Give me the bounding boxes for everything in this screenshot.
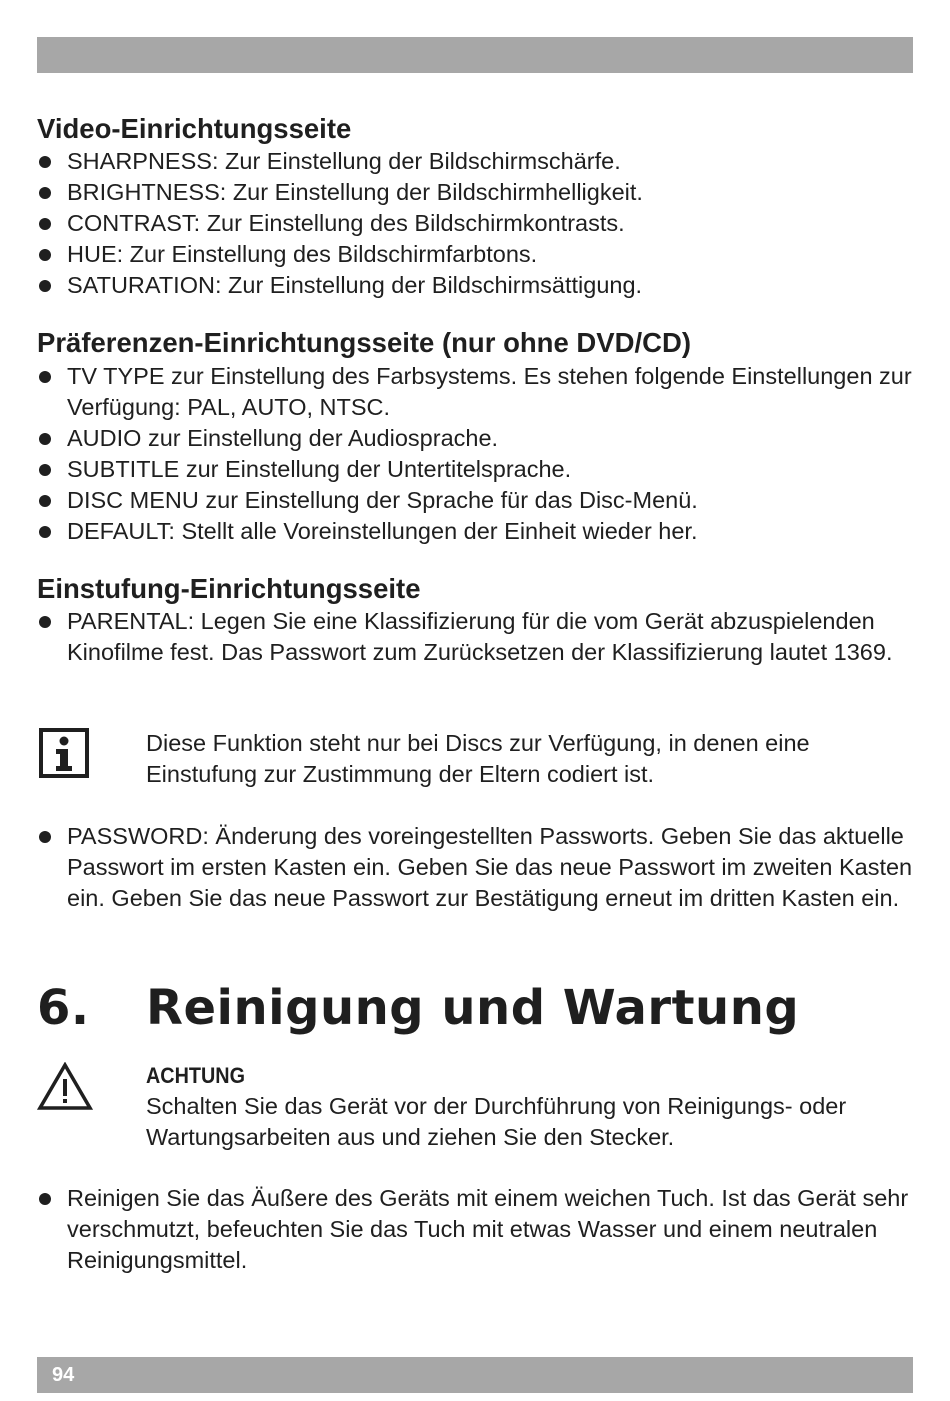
list-item: SHARPNESS: Zur Einstellung der Bildschirmschärfe. — [37, 146, 917, 177]
bullet-icon — [39, 187, 51, 199]
bullet-icon — [39, 371, 51, 383]
parental-note: Diese Funktion steht nur bei Discs zur Verfügung, in denen eine Einstufung zur Zustimmung der Eltern codiert ist. — [146, 730, 810, 787]
page-number: 94 — [52, 1364, 75, 1386]
list-item: Reinigen Sie das Äußere des Geräts mit einem weichen Tuch. Ist das Gerät sehr verschmutzt, befeuchten Sie das Tuch mit etwas Wasser und einem neutralen Reinigungsmittel. — [37, 1183, 917, 1276]
bullet-icon — [39, 526, 51, 538]
footer-bar — [37, 1357, 913, 1393]
list-item: SATURATION: Zur Einstellung der Bildschirmsättigung. — [37, 270, 917, 301]
bullet-icon — [39, 1193, 51, 1205]
section-number: 6. — [37, 980, 90, 1036]
preferences-setup-heading: Präferenzen-Einrichtungsseite (nur ohne DVD/CD) — [37, 327, 691, 358]
warning-triangle-icon — [37, 1062, 93, 1112]
list-item: PASSWORD: Änderung des voreingestellten Passworts. Geben Sie das aktuelle Passwort im ersten Kasten ein. Geben Sie das neue Passwort im zweiten Kasten ein. Geben Sie das neue Passwort zur Bestätigung erneut im dritten Kasten ein. — [37, 821, 917, 914]
list-item: SUBTITLE zur Einstellung der Untertitelsprache. — [37, 454, 917, 485]
list-item: HUE: Zur Einstellung des Bildschirmfarbtons. — [37, 239, 917, 270]
bullet-icon — [39, 156, 51, 168]
rating-setup-heading: Einstufung-Einrichtungsseite — [37, 573, 421, 604]
header-bar — [37, 37, 913, 73]
list-item: BRIGHTNESS: Zur Einstellung der Bildschirmhelligkeit. — [37, 177, 917, 208]
list-item: PARENTAL: Legen Sie eine Klassifizierung für die vom Gerät abzuspielenden Kinofilme fest. Das Passwort zum Zurücksetzen der Klassifizierung lautet 1369. — [37, 606, 917, 668]
video-setup-list — [37, 146, 917, 301]
list-item: TV TYPE zur Einstellung des Farbsystems. Es stehen folgende Einstellungen zur Verfügung: PAL, AUTO, NTSC. — [37, 361, 917, 423]
video-setup-heading: Video-Einrichtungsseite — [37, 113, 352, 144]
list-item: AUDIO zur Einstellung der Audiosprache. — [37, 423, 917, 454]
bullet-icon — [39, 218, 51, 230]
bullet-icon — [39, 831, 51, 843]
section-title — [37, 978, 799, 1038]
section-title-text: Reinigung und Wartung — [146, 980, 800, 1036]
list-item: CONTRAST: Zur Einstellung des Bildschirmkontrasts. — [37, 208, 917, 239]
bullet-icon — [39, 280, 51, 292]
caution-text: Schalten Sie das Gerät vor der Durchführung von Reinigungs- oder Wartungsarbeiten aus und ziehen Sie den Stecker. — [146, 1093, 847, 1150]
caution-label: ACHTUNG — [146, 1063, 245, 1088]
password-list — [37, 821, 917, 914]
info-icon — [39, 728, 89, 778]
bullet-icon — [39, 495, 51, 507]
bullet-icon — [39, 616, 51, 628]
preferences-setup-list — [37, 361, 917, 547]
list-item: DISC MENU zur Einstellung der Sprache für das Disc-Menü. — [37, 485, 917, 516]
rating-setup-list — [37, 606, 917, 668]
bullet-icon — [39, 433, 51, 445]
list-item: DEFAULT: Stellt alle Voreinstellungen der Einheit wieder her. — [37, 516, 917, 547]
bullet-icon — [39, 249, 51, 261]
bullet-icon — [39, 464, 51, 476]
cleaning-list — [37, 1183, 917, 1276]
